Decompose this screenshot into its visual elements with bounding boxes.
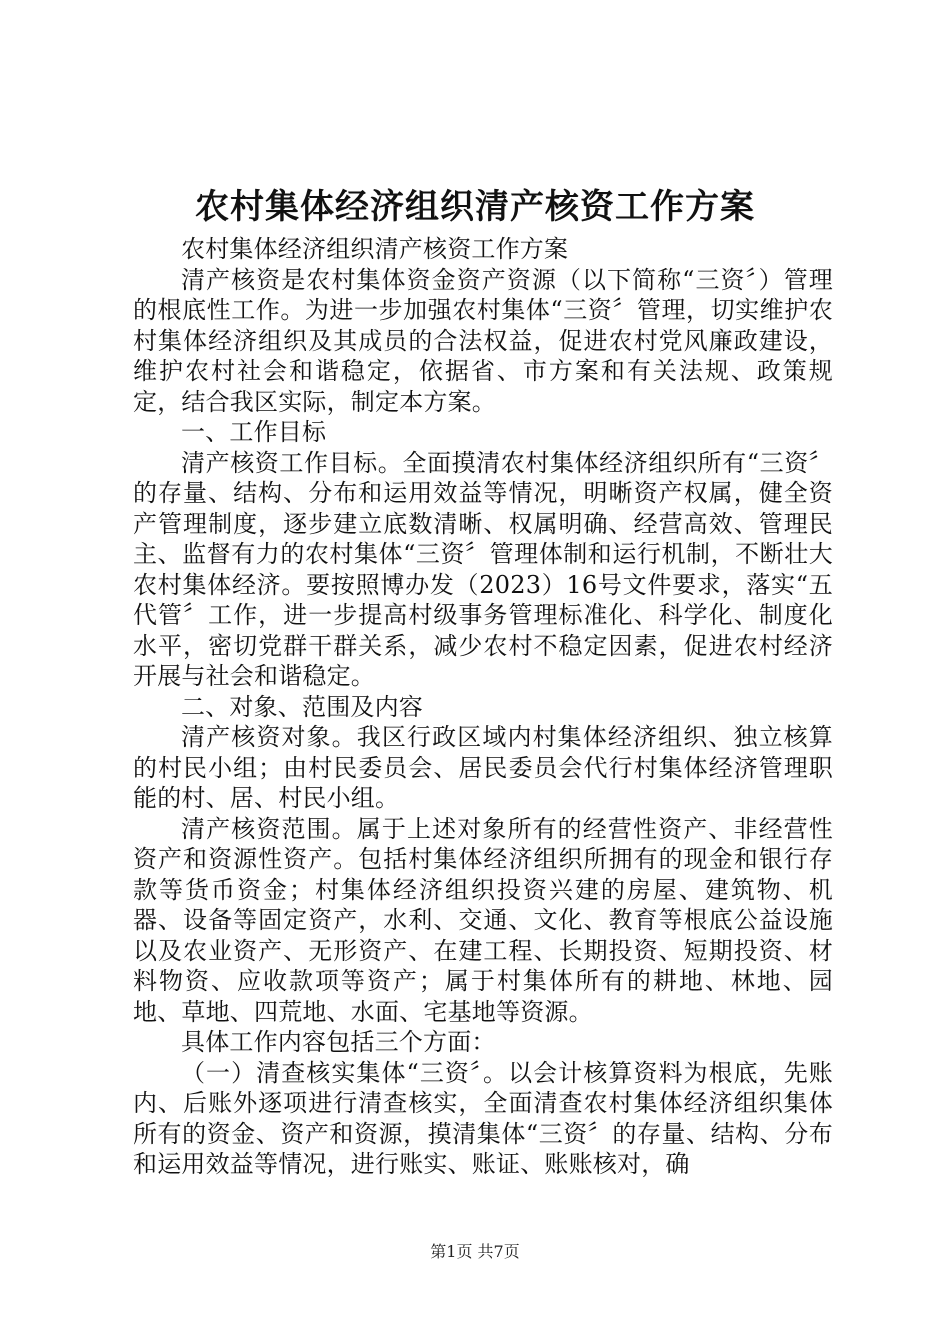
section-heading-scope: 二、对象、范围及内容 xyxy=(181,692,423,721)
paragraph-range: 清产核资范围。属于上述对象所有的经营性资产、非经营性资产和资源性资产。包括村集体经济组织所拥有的现金和银行存款等货币资金；村集体经济组织投资兴建的房屋、建筑物、机器、设备等固定资产，水利、交通、文化、教育等根底公益设施以及农业资产、无形资产、在建工程、长期投资、短期投资、材料物资、应收款项等资产；属于村集体所有的耕地、林地、园地、草地、四荒地、水面、宅基地等资源。 xyxy=(133,814,833,1026)
section-heading-goals: 一、工作目标 xyxy=(181,418,327,446)
page-footer: 第1页 共7页 xyxy=(430,1242,520,1261)
document-body xyxy=(133,234,833,1180)
paragraph-goals: 清产核资工作目标。全面摸清农村集体经济组织所有“三资〞的存量、结构、分布和运用效益等情况，明晰资产权属，健全资产管理制度，逐步建立底数清晰、权属明确、经营高效、管理民主、监督有力的农村集体“三资〞管理体制和运行机制，不断壮大农村集体经济。要按照博办发（2023）16号文件要求，落实“五代管〞工作，进一步提高村级事务管理标准化、科学化、制度化水平，密切党群干群关系，减少农村不稳定因素，促进农村经济开展与社会和谐稳定。 xyxy=(133,448,833,690)
paragraph-content-intro: 具体工作内容包括三个方面： xyxy=(181,1028,496,1056)
paragraph-item-1: （一）清查核实集体“三资〞。以会计核算资料为根底，先账内、后账外逐项进行清查核实，全面清查农村集体经济组织集体所有的资金、资产和资源，摸清集体“三资〞的存量、结构、分布和运用效益等情况，进行账实、账证、账账核对，确 xyxy=(133,1058,833,1178)
paragraph-subtitle: 农村集体经济组织清产核资工作方案 xyxy=(181,235,569,263)
paragraph-objects: 清产核资对象。我区行政区域内村集体经济组织、独立核算的村民小组；由村民委员会、居民委员会代行村集体经济管理职能的村、居、村民小组。 xyxy=(133,723,833,812)
paragraph-intro: 清产核资是农村集体资金资产资源（以下简称“三资〞）管理的根底性工作。为进一步加强农村集体“三资〞管理，切实维护农村集体经济组织及其成员的合法权益，促进农村党风廉政建设，维护农村社会和谐稳定，依据省、市方案和有关法规、政策规定，结合我区实际，制定本方案。 xyxy=(133,265,833,416)
document-title: 农村集体经济组织清产核资工作方案 xyxy=(195,187,755,227)
